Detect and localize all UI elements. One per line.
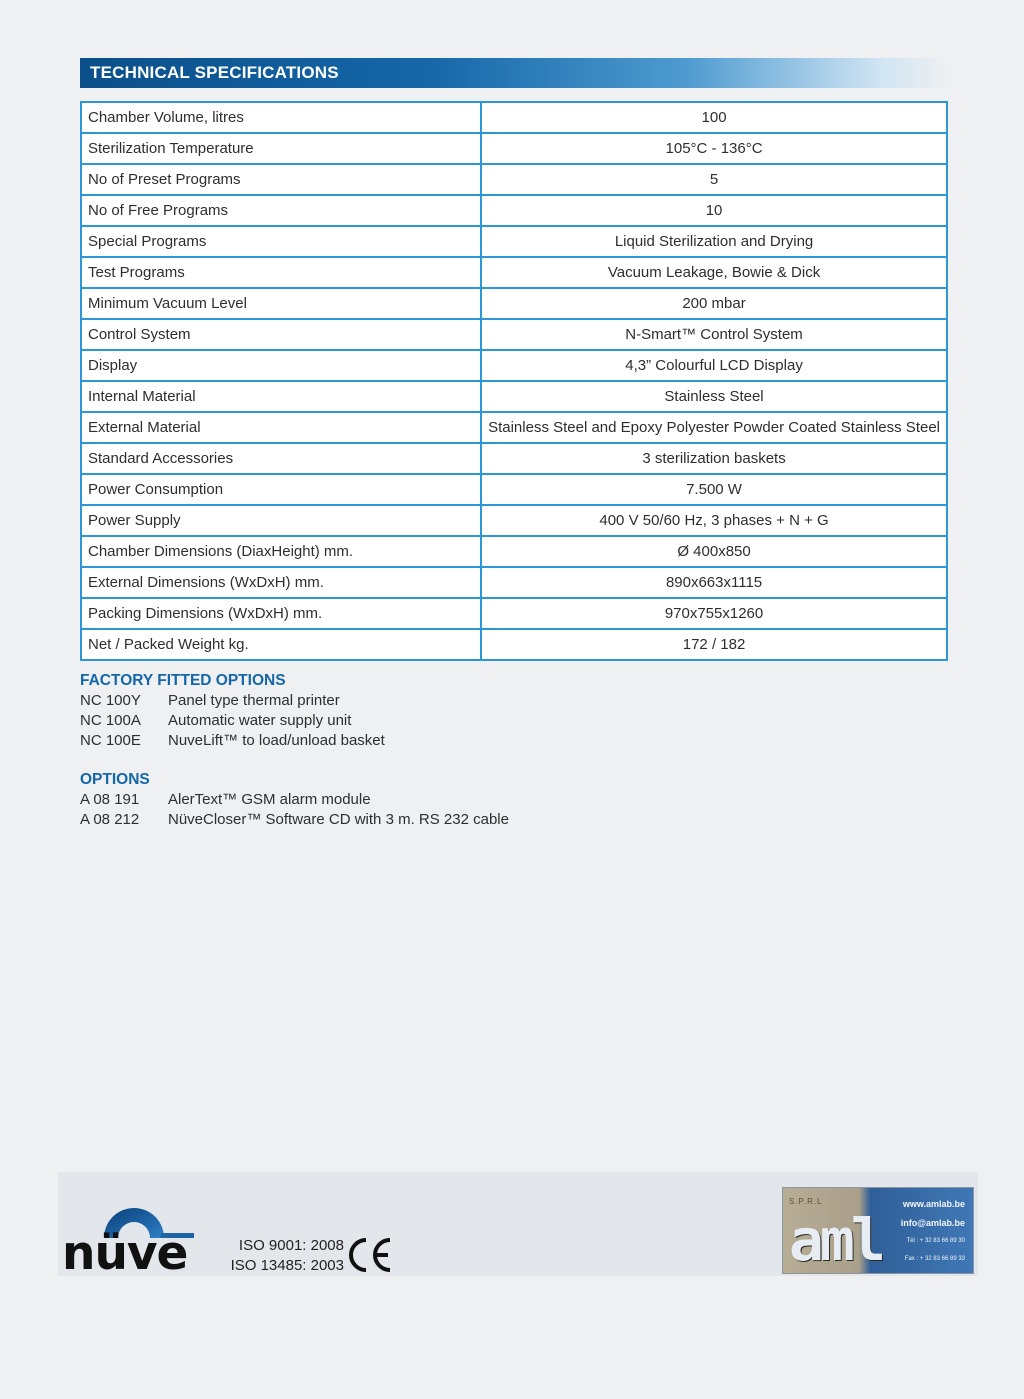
spec-value: Stainless Steel — [481, 381, 947, 412]
factory-option-row — [80, 712, 351, 729]
spec-value: Liquid Sterilization and Drying — [481, 226, 947, 257]
spec-row — [81, 164, 947, 195]
spec-label: Test Programs — [81, 257, 481, 288]
spec-row — [81, 288, 947, 319]
factory-option-row — [80, 692, 340, 709]
spec-value: 5 — [481, 164, 947, 195]
spec-value: 100 — [481, 102, 947, 133]
spec-value: 3 sterilization baskets — [481, 443, 947, 474]
spec-value: 400 V 50/60 Hz, 3 phases + N + G — [481, 505, 947, 536]
spec-label: Sterilization Temperature — [81, 133, 481, 164]
options-title: OPTIONS — [80, 771, 150, 788]
spec-label: Control System — [81, 319, 481, 350]
dealer-sprl: S.P.R.L — [789, 1197, 823, 1206]
factory-options-title: FACTORY FITTED OPTIONS — [80, 672, 286, 689]
spec-label: Standard Accessories — [81, 443, 481, 474]
spec-row — [81, 133, 947, 164]
option-code: NC 100E — [80, 732, 141, 749]
dealer-wordmark: aml — [789, 1206, 882, 1274]
spec-row — [81, 319, 947, 350]
spec-value: 200 mbar — [481, 288, 947, 319]
dealer-email: info@amlab.be — [900, 1218, 965, 1228]
dealer-phone: Tél : + 32 83 66 89 30 — [906, 1238, 965, 1244]
spec-row — [81, 598, 947, 629]
spec-label: No of Preset Programs — [81, 164, 481, 195]
spec-value: 970x755x1260 — [481, 598, 947, 629]
option-code: A 08 212 — [80, 811, 140, 828]
ce-mark-icon — [346, 1236, 394, 1274]
dealer-website: www.amlab.be — [902, 1199, 965, 1209]
spec-label: Display — [81, 350, 481, 381]
spec-value: N-Smart™ Control System — [481, 319, 947, 350]
spec-row — [81, 443, 947, 474]
specifications-table — [80, 101, 948, 661]
spec-row — [81, 474, 947, 505]
option-row — [80, 811, 509, 828]
spec-label: Chamber Dimensions (DiaxHeight) mm. — [81, 536, 481, 567]
spec-row — [81, 102, 947, 133]
brand-wordmark: nüve — [62, 1226, 188, 1281]
spec-value: Ø 400x850 — [481, 536, 947, 567]
iso-13485-text: ISO 13485: 2003 — [230, 1257, 344, 1274]
iso-9001-text: ISO 9001: 2008 — [238, 1237, 344, 1254]
option-description: NüveCloser™ Software CD with 3 m. RS 232 cable — [168, 811, 509, 828]
spec-value: 4,3” Colourful LCD Display — [481, 350, 947, 381]
spec-row — [81, 567, 947, 598]
spec-label: Packing Dimensions (WxDxH) mm. — [81, 598, 481, 629]
spec-label: Power Supply — [81, 505, 481, 536]
option-description: AlerText™ GSM alarm module — [168, 791, 371, 808]
factory-option-row — [80, 732, 385, 749]
spec-label: Minimum Vacuum Level — [81, 288, 481, 319]
option-code: NC 100Y — [80, 692, 141, 709]
option-code: A 08 191 — [80, 791, 140, 808]
spec-row — [81, 195, 947, 226]
spec-label: Power Consumption — [81, 474, 481, 505]
option-description: NuveLift™ to load/unload basket — [168, 732, 385, 749]
spec-label: Chamber Volume, litres — [81, 102, 481, 133]
section-title: TECHNICAL SPECIFICATIONS — [90, 63, 339, 82]
spec-label: Internal Material — [81, 381, 481, 412]
option-row — [80, 791, 371, 808]
spec-value: 7.500 W — [481, 474, 947, 505]
dealer-fax: Fax : + 32 83 66 89 33 — [904, 1256, 965, 1262]
spec-row — [81, 412, 947, 443]
spec-value: 172 / 182 — [481, 629, 947, 660]
spec-row — [81, 381, 947, 412]
spec-value: Stainless Steel and Epoxy Polyester Powder Coated Stainless Steel — [481, 412, 947, 443]
option-code: NC 100A — [80, 712, 141, 729]
spec-row — [81, 536, 947, 567]
spec-label: No of Free Programs — [81, 195, 481, 226]
dealer-logo — [782, 1187, 974, 1274]
spec-value: 105°C - 136°C — [481, 133, 947, 164]
spec-value: Vacuum Leakage, Bowie & Dick — [481, 257, 947, 288]
spec-row — [81, 257, 947, 288]
spec-row — [81, 629, 947, 660]
spec-label: External Dimensions (WxDxH) mm. — [81, 567, 481, 598]
spec-value: 890x663x1115 — [481, 567, 947, 598]
spec-row — [81, 505, 947, 536]
spec-row — [81, 350, 947, 381]
spec-label: Special Programs — [81, 226, 481, 257]
option-description: Panel type thermal printer — [168, 692, 340, 709]
spec-label: Net / Packed Weight kg. — [81, 629, 481, 660]
option-description: Automatic water supply unit — [168, 712, 352, 729]
spec-value: 10 — [481, 195, 947, 226]
section-header — [80, 58, 948, 88]
spec-row — [81, 226, 947, 257]
spec-label: External Material — [81, 412, 481, 443]
